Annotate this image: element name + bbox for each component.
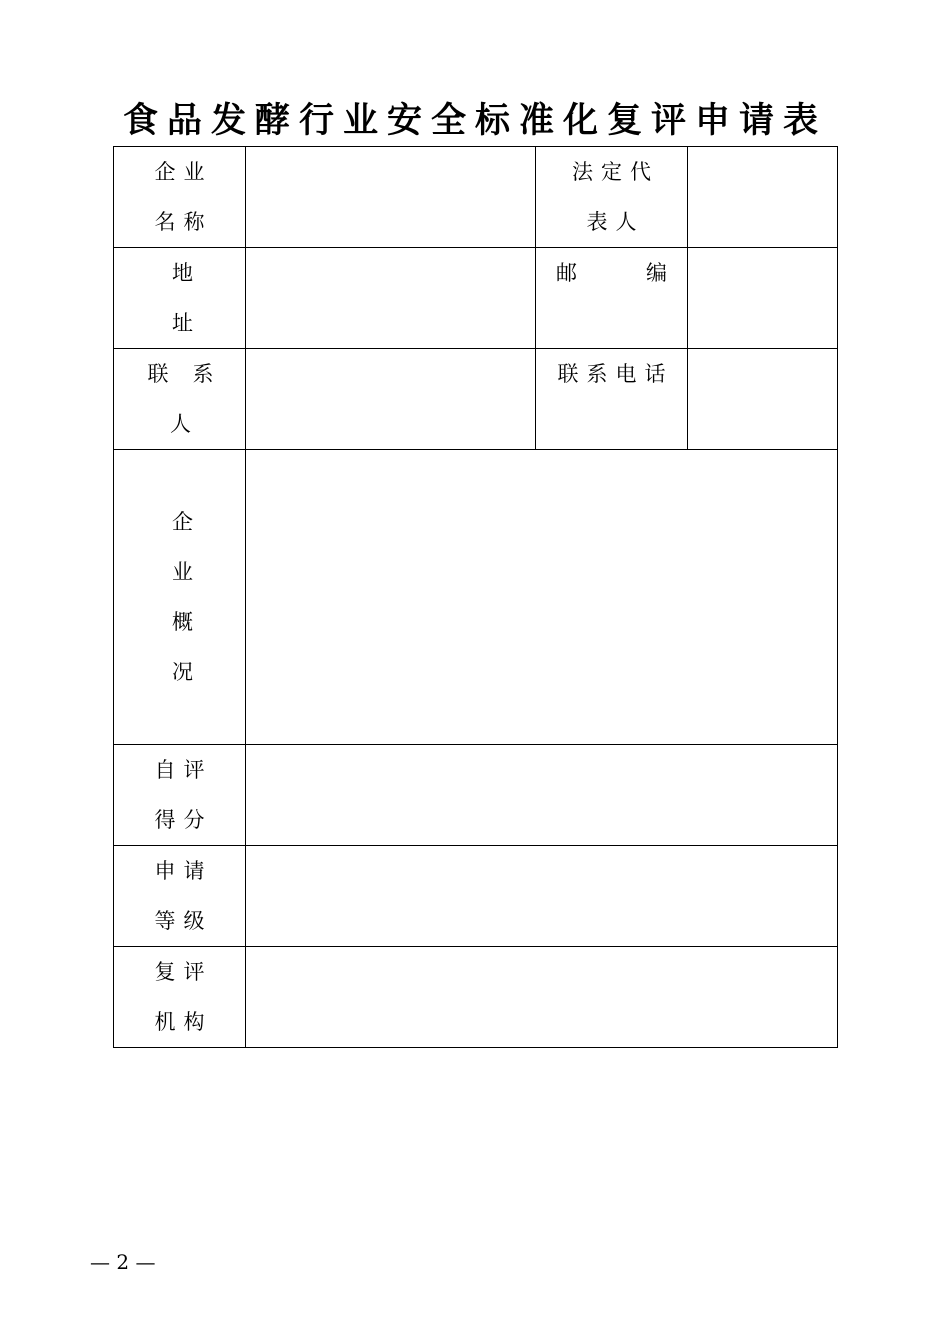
contact-phone-label: 联系电话 bbox=[557, 362, 674, 386]
form-row-contact bbox=[114, 349, 838, 450]
contact-person-label: 联系人 bbox=[147, 362, 238, 436]
contact-person-field[interactable] bbox=[246, 349, 536, 450]
self-score-label: 自评得分 bbox=[154, 758, 213, 832]
self-score-label-cell bbox=[114, 745, 246, 846]
page-number: — 2 — bbox=[90, 1250, 156, 1274]
legal-rep-label-cell bbox=[536, 147, 688, 248]
application-form-table bbox=[113, 146, 838, 1048]
postcode-field[interactable] bbox=[688, 248, 838, 349]
form-row-review-agency bbox=[114, 947, 838, 1048]
contact-person-label-cell bbox=[114, 349, 246, 450]
contact-phone-field[interactable] bbox=[688, 349, 838, 450]
company-overview-label: 企业概况 bbox=[172, 510, 201, 684]
company-overview-field[interactable] bbox=[246, 450, 838, 745]
company-name-label: 企业名称 bbox=[154, 160, 213, 234]
self-score-field[interactable] bbox=[246, 745, 838, 846]
contact-phone-label-cell bbox=[536, 349, 688, 450]
company-overview-label-cell bbox=[114, 450, 246, 745]
apply-level-label-cell bbox=[114, 846, 246, 947]
legal-rep-label: 法定代表人 bbox=[572, 160, 659, 234]
company-name-label-cell bbox=[114, 147, 246, 248]
form-row-overview bbox=[114, 450, 838, 745]
postcode-label-cell bbox=[536, 248, 688, 349]
address-label-cell bbox=[114, 248, 246, 349]
apply-level-label: 申请等级 bbox=[154, 859, 213, 933]
form-row-apply-level bbox=[114, 846, 838, 947]
page-title: 食品发酵行业安全标准化复评申请表 bbox=[122, 100, 827, 141]
form-row-company bbox=[114, 147, 838, 248]
address-field[interactable] bbox=[246, 248, 536, 349]
form-row-self-score bbox=[114, 745, 838, 846]
review-agency-label-cell bbox=[114, 947, 246, 1048]
form-row-address bbox=[114, 248, 838, 349]
company-name-field[interactable] bbox=[246, 147, 536, 248]
legal-rep-field[interactable] bbox=[688, 147, 838, 248]
review-agency-field[interactable] bbox=[246, 947, 838, 1048]
review-agency-label: 复评机构 bbox=[154, 960, 213, 1034]
apply-level-field[interactable] bbox=[246, 846, 838, 947]
address-label: 地址 bbox=[172, 261, 201, 335]
postcode-label: 邮编 bbox=[556, 261, 667, 285]
